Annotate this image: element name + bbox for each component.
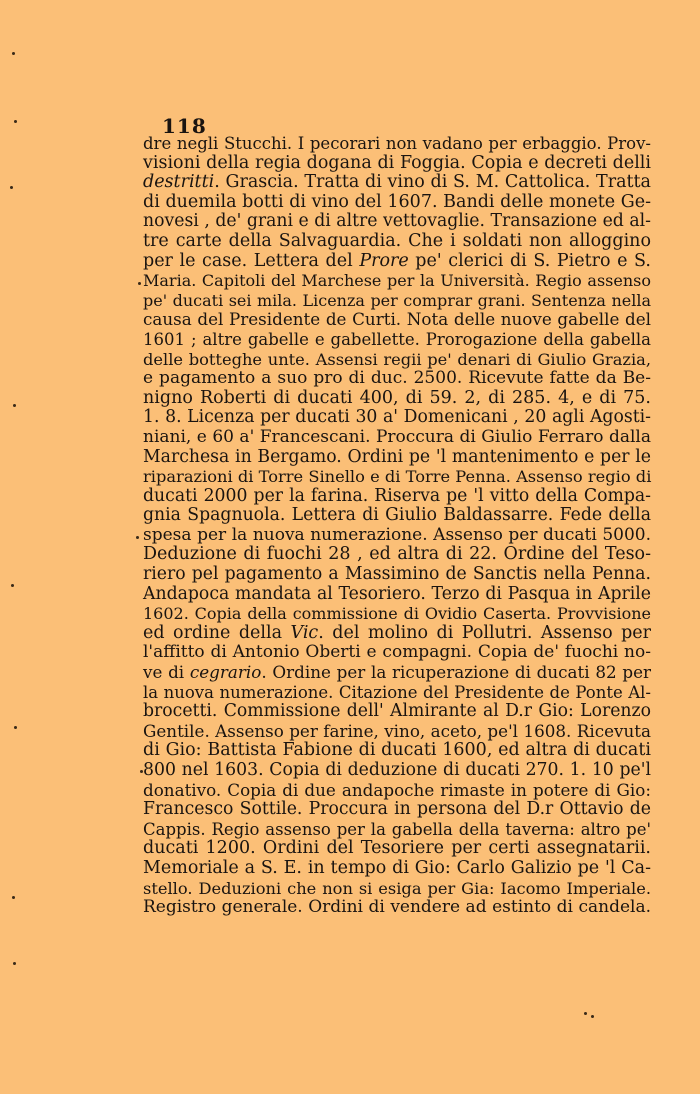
italic-text: destritti bbox=[143, 172, 215, 193]
text-line bbox=[143, 467, 651, 487]
text-line bbox=[143, 154, 651, 174]
text-run: Andapoca mandata al Tesoriero. Terzo di Pasqua in Aprile bbox=[143, 583, 651, 604]
text-line bbox=[143, 212, 651, 232]
text-run: spesa per la nuova numerazione. Assenso per ducati 5000. bbox=[143, 524, 651, 545]
text-run: la nuova numerazione. Citazione del Presidente de Ponte Al‑ bbox=[143, 682, 651, 702]
text-line bbox=[143, 898, 651, 918]
text-run: Francesco Sottile. Proccura in persona del D.r Ottavio de bbox=[143, 799, 651, 820]
text-run: dre negli Stucchi. I pecorari non vadano per erbaggio. Prov‑ bbox=[143, 134, 651, 153]
text-run: per le case. Lettera del bbox=[143, 250, 360, 271]
text-line bbox=[143, 643, 651, 663]
text-run: ducati 2000 per la farina. Riserva pe 'l vitto della Compa‑ bbox=[143, 485, 651, 506]
text-line bbox=[143, 369, 651, 389]
text-line bbox=[143, 702, 651, 722]
italic-text: Vic bbox=[290, 622, 319, 643]
text-run: gnia Spagnuola. Lettera di Giulio Baldassarre. Fede della bbox=[143, 505, 651, 526]
body-text bbox=[143, 134, 651, 918]
text-run: Memoriale a S. E. in tempo di Gio: Carlo Galizio pe 'l Ca‑ bbox=[143, 857, 651, 878]
text-run: e pagamento a suo pro di duc. 2500. Ricevute fatte da Be‑ bbox=[143, 368, 651, 389]
text-line bbox=[143, 350, 651, 370]
text-run: 1. 8. Licenza per ducati 30 a' Domenicani , 20 agli Agosti‑ bbox=[143, 407, 651, 428]
text-line bbox=[143, 683, 651, 703]
text-run: donativo. Copia di due andapoche rimaste in potere di Gio: bbox=[143, 779, 651, 800]
text-run: riparazioni di Torre Sinello e di Torre Penna. Assenso regio di bbox=[143, 467, 652, 487]
text-line bbox=[143, 134, 651, 154]
text-line bbox=[143, 604, 651, 624]
text-run: Deduzione di fuochi 28 , ed altra di 22. Ordine del Teso‑ bbox=[143, 544, 651, 565]
text-line bbox=[143, 781, 651, 801]
text-run: di duemila botti di vino del 1607. Bandi delle monete Ge‑ bbox=[143, 191, 651, 212]
text-run: . Grascia. Tratta di vino di S. M. Cattolica. Tratta bbox=[214, 172, 651, 193]
text-line bbox=[143, 839, 651, 859]
text-line bbox=[143, 526, 651, 546]
text-line bbox=[143, 389, 651, 409]
text-run: causa del Presidente de Curti. Nota delle nuove gabelle del bbox=[143, 309, 651, 330]
text-run: Registro generale. Ordini di vendere ad estinto di candela. bbox=[143, 897, 651, 918]
text-run: ed ordine della bbox=[143, 622, 291, 643]
text-run: . Ordine per la ricuperazione di ducati 82 per bbox=[261, 662, 651, 683]
text-run: Cappis. Regio assenso per la gabella della taverna: altro pe' bbox=[143, 819, 651, 839]
text-run: ve di bbox=[143, 662, 190, 683]
text-line bbox=[143, 252, 651, 272]
page-number: 118 bbox=[162, 114, 207, 138]
text-line bbox=[143, 271, 651, 291]
text-run: visioni della regia dogana di Foggia. Copia e decreti delli bbox=[143, 152, 651, 173]
text-run: Marchesa in Bergamo. Ordini pe 'l mantenimento e per le bbox=[143, 446, 651, 467]
text-run: delle botteghe unte. Assensi regii pe' denari di Giulio Grazia, bbox=[143, 349, 651, 369]
text-run: riero pel pagamento a Massimino de Sanctis nella Penna. bbox=[143, 564, 651, 585]
text-run: . del molino di Pollutri. Assenso per bbox=[318, 622, 651, 643]
text-line bbox=[143, 879, 651, 899]
text-run: 1602. Copia della commissione di Ovidio Caserta. Provvisione bbox=[143, 604, 651, 624]
text-line bbox=[143, 545, 651, 565]
text-line bbox=[143, 408, 651, 428]
text-line bbox=[143, 663, 651, 683]
text-run: brocetti. Commissione dell' Almirante al D.r Gio: Lorenzo bbox=[143, 701, 651, 722]
text-line bbox=[143, 330, 651, 350]
text-run: Maria. Capitoli del Marchese per la Università. Regio assenso bbox=[143, 271, 651, 291]
text-run: 800 nel 1603. Copia di deduzione di ducati 270. 1. 10 pe'l bbox=[143, 760, 651, 780]
text-run: tre carte della Salvaguardia. Che i soldati non alloggino bbox=[143, 230, 651, 251]
text-line bbox=[143, 173, 651, 193]
text-line bbox=[143, 448, 651, 468]
text-line bbox=[143, 291, 651, 311]
italic-text: cegrario bbox=[189, 662, 262, 683]
text-run: stello. Deduzioni che non si esiga per Gia: Iacomo Imperiale. bbox=[143, 878, 651, 898]
text-line bbox=[143, 761, 651, 781]
text-run: nigno Roberti di ducati 400, di 59. 2, di 285. 4, e di 75. bbox=[143, 387, 651, 408]
text-run: pe' ducati sei mila. Licenza per comprar grani. Sentenza nella bbox=[143, 290, 651, 310]
text-line bbox=[143, 722, 651, 742]
text-line bbox=[143, 232, 651, 252]
text-run: l'affitto di Antonio Oberti e compagni. Copia de' fuochi no‑ bbox=[143, 642, 651, 663]
text-run: 1601 ; altre gabelle e gabellette. Prorogazione della gabella bbox=[143, 329, 651, 349]
text-line bbox=[143, 487, 651, 507]
text-line bbox=[143, 428, 651, 448]
text-line bbox=[143, 585, 651, 605]
text-run: di Gio: Battista Fabione di ducati 1600, ed altra di ducati bbox=[143, 740, 651, 761]
text-line bbox=[143, 820, 651, 840]
text-line bbox=[143, 506, 651, 526]
text-line bbox=[143, 624, 651, 644]
text-line bbox=[143, 859, 651, 879]
text-line bbox=[143, 193, 651, 213]
text-run: Gentile. Assenso per farine, vino, aceto, pe'l 1608. Ricevuta bbox=[143, 720, 651, 741]
text-line bbox=[143, 800, 651, 820]
text-line bbox=[143, 741, 651, 761]
text-run: niani, e 60 a' Francescani. Proccura di Giulio Ferraro dalla bbox=[143, 426, 651, 447]
italic-text: Prore bbox=[359, 250, 409, 271]
text-run: novesi , de' grani e di altre vettovaglie. Transazione ed al‑ bbox=[143, 211, 651, 232]
text-line bbox=[143, 310, 651, 330]
text-run: pe' clerici di S. Pietro e S. bbox=[408, 250, 651, 271]
text-run: ducati 1200. Ordini del Tesoriere per certi assegnatarii. bbox=[143, 838, 651, 859]
text-line bbox=[143, 565, 651, 585]
